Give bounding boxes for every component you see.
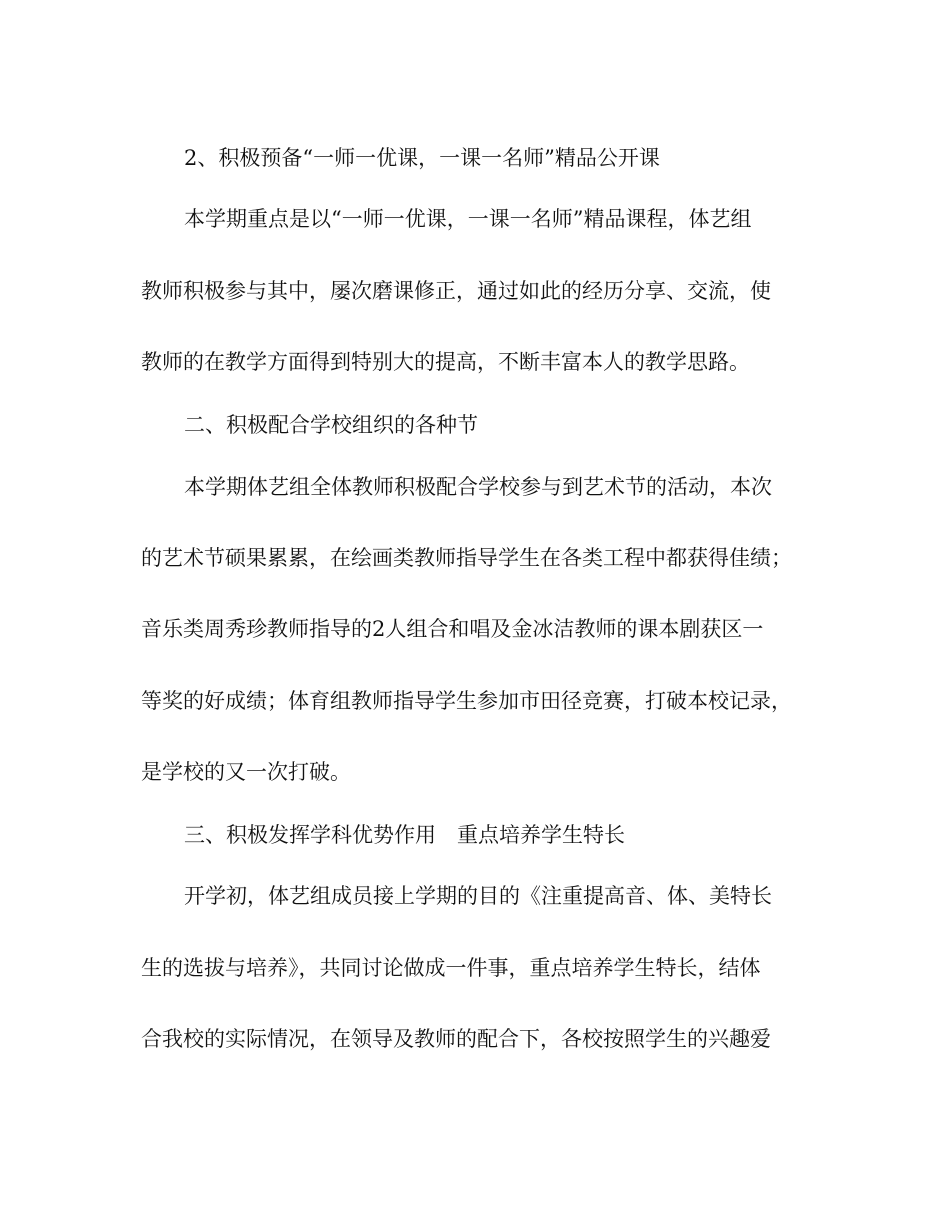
subheading-line: 2、积极预备“一师一优课，一课一名师”精品公开课 [184,146,660,170]
paragraph-line: 本学期体艺组全体教师积极配合学校参与到艺术节的活动，本次 [184,475,772,499]
section-heading: 二、积极配合学校组织的各种节 [184,413,478,437]
section-heading: 三、积极发挥学科优势作用 重点培养学生特长 [184,823,625,847]
paragraph-line: 教师的在教学方面得到特别大的提高，不断丰富本人的教学思路。 [141,350,750,374]
paragraph-line: 的艺术节硕果累累，在绘画类教师指导学生在各类工程中都获得佳绩； [141,546,792,570]
paragraph-line: 合我校的实际情况，在领导及教师的配合下，各校按照学生的兴趣爱 [141,1027,771,1051]
paragraph-line: 教师积极参与其中，屡次磨课修正，通过如此的经历分享、交流，使 [141,279,771,303]
paragraph-line: 生的选拔与培养》，共同讨论做成一件事，重点培养学生特长，结体 [141,956,761,980]
paragraph-line: 本学期重点是以“一师一优课，一课一名师”精品课程，体艺组 [184,207,752,231]
paragraph-line: 开学初，体艺组成员接上学期的目的《注重提高音、体、美特长 [184,884,772,908]
paragraph-line: 是学校的又一次打破。 [141,760,351,784]
paragraph-line: 等奖的好成绩；体育组教师指导学生参加市田径竞赛，打破本校记录， [141,689,792,713]
paragraph-line: 音乐类周秀珍教师指导的2人组合和唱及金冰洁教师的课本剧获区一 [141,617,764,641]
